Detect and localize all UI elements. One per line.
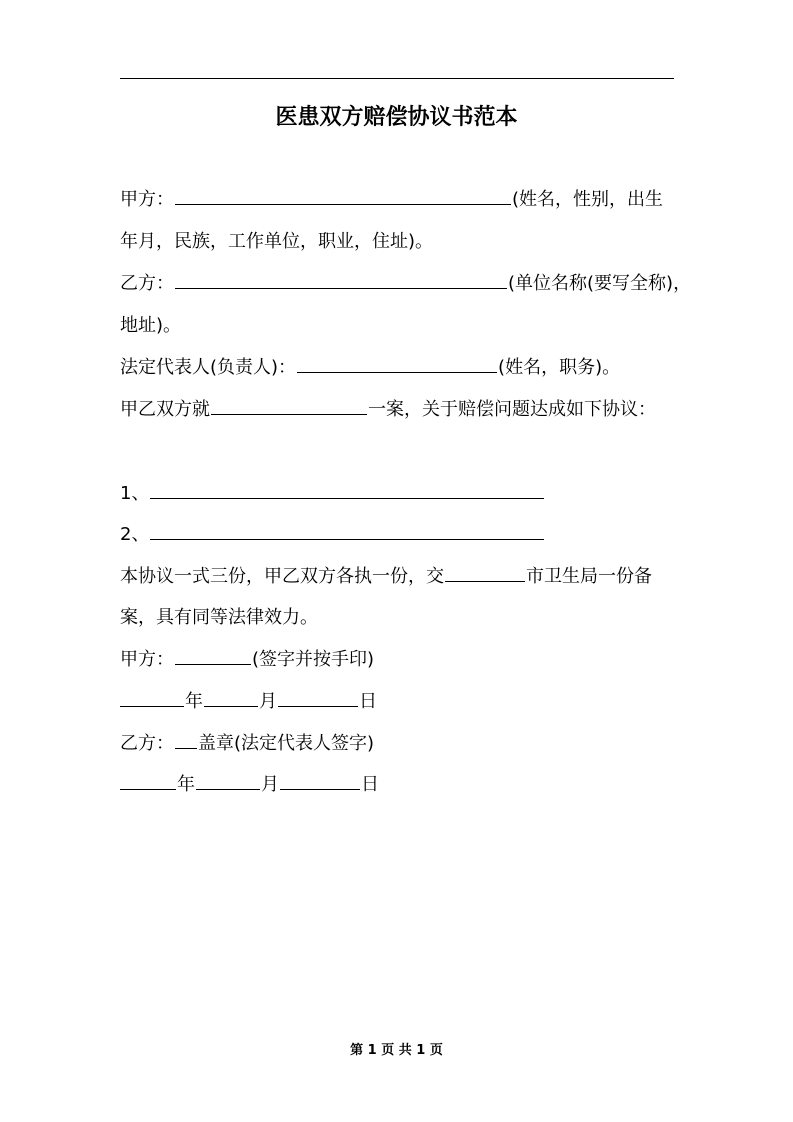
date-b-month: 月	[261, 774, 279, 795]
copies-suffix: 市卫生局一份备	[526, 566, 652, 587]
date-a-line	[120, 688, 377, 716]
date-b-day-blank	[280, 771, 360, 790]
copies-line	[120, 563, 652, 591]
date-a-month: 月	[259, 691, 277, 712]
copies-prefix: 本协议一式三份，甲乙双方各执一份，交	[120, 566, 444, 587]
case-blank	[211, 396, 367, 415]
date-b-line	[120, 771, 379, 799]
legal-rep-suffix: (姓名，职务)。	[498, 357, 621, 378]
agreement-intro-suffix: 一案，关于赔偿问题达成如下协议：	[368, 399, 656, 420]
party-b-suffix: (单位名称(要写全称)，	[508, 273, 692, 294]
agreement-intro-line	[120, 396, 656, 424]
copies-continuation: 案，具有同等法律效力。	[120, 607, 318, 628]
party-a-line	[120, 186, 663, 214]
date-b-day: 日	[361, 774, 379, 795]
city-blank	[445, 563, 525, 582]
clause-1-number: 1、	[120, 483, 150, 504]
clause-1-line	[120, 480, 545, 508]
clause-2-line	[120, 521, 545, 549]
date-a-day: 日	[359, 691, 377, 712]
sign-b-line	[120, 730, 374, 758]
party-a-suffix: (姓名，性别，出生	[512, 189, 664, 210]
agreement-intro-prefix: 甲乙双方就	[120, 399, 210, 420]
date-b-month-blank	[196, 771, 260, 790]
document-title: 医患双方赔偿协议书范本	[275, 105, 518, 130]
header-rule	[120, 78, 674, 79]
legal-rep-label: 法定代表人(负责人)：	[120, 357, 297, 378]
sign-b-blank	[175, 730, 197, 749]
party-a-blank	[175, 186, 511, 205]
date-a-month-blank	[204, 688, 258, 707]
clause-2-blank	[150, 521, 544, 540]
party-a-label: 甲方：	[120, 189, 174, 210]
party-b-continuation: 地址)。	[120, 315, 182, 336]
date-b-year-blank	[120, 771, 176, 790]
date-a-day-blank	[278, 688, 358, 707]
sign-a-line	[120, 646, 374, 674]
sign-b-label: 乙方：	[120, 733, 174, 754]
legal-rep-blank	[297, 354, 497, 373]
party-b-line	[120, 270, 691, 298]
clause-1-blank	[150, 480, 544, 499]
legal-rep-line	[120, 354, 620, 382]
date-a-year-blank	[120, 688, 184, 707]
date-a-year: 年	[185, 691, 203, 712]
party-b-blank	[175, 270, 507, 289]
sign-a-label: 甲方：	[120, 649, 174, 670]
sign-a-suffix: (签字并按手印)	[252, 649, 375, 670]
date-b-year: 年	[177, 774, 195, 795]
page-footer: 第 1 页 共 1 页	[350, 1043, 443, 1058]
party-a-continuation: 年月，民族，工作单位，职业，住址)。	[120, 231, 434, 252]
sign-b-suffix: 盖章(法定代表人签字)	[198, 733, 375, 754]
sign-a-blank	[175, 646, 251, 665]
clause-2-number: 2、	[120, 524, 150, 545]
party-b-label: 乙方：	[120, 273, 174, 294]
